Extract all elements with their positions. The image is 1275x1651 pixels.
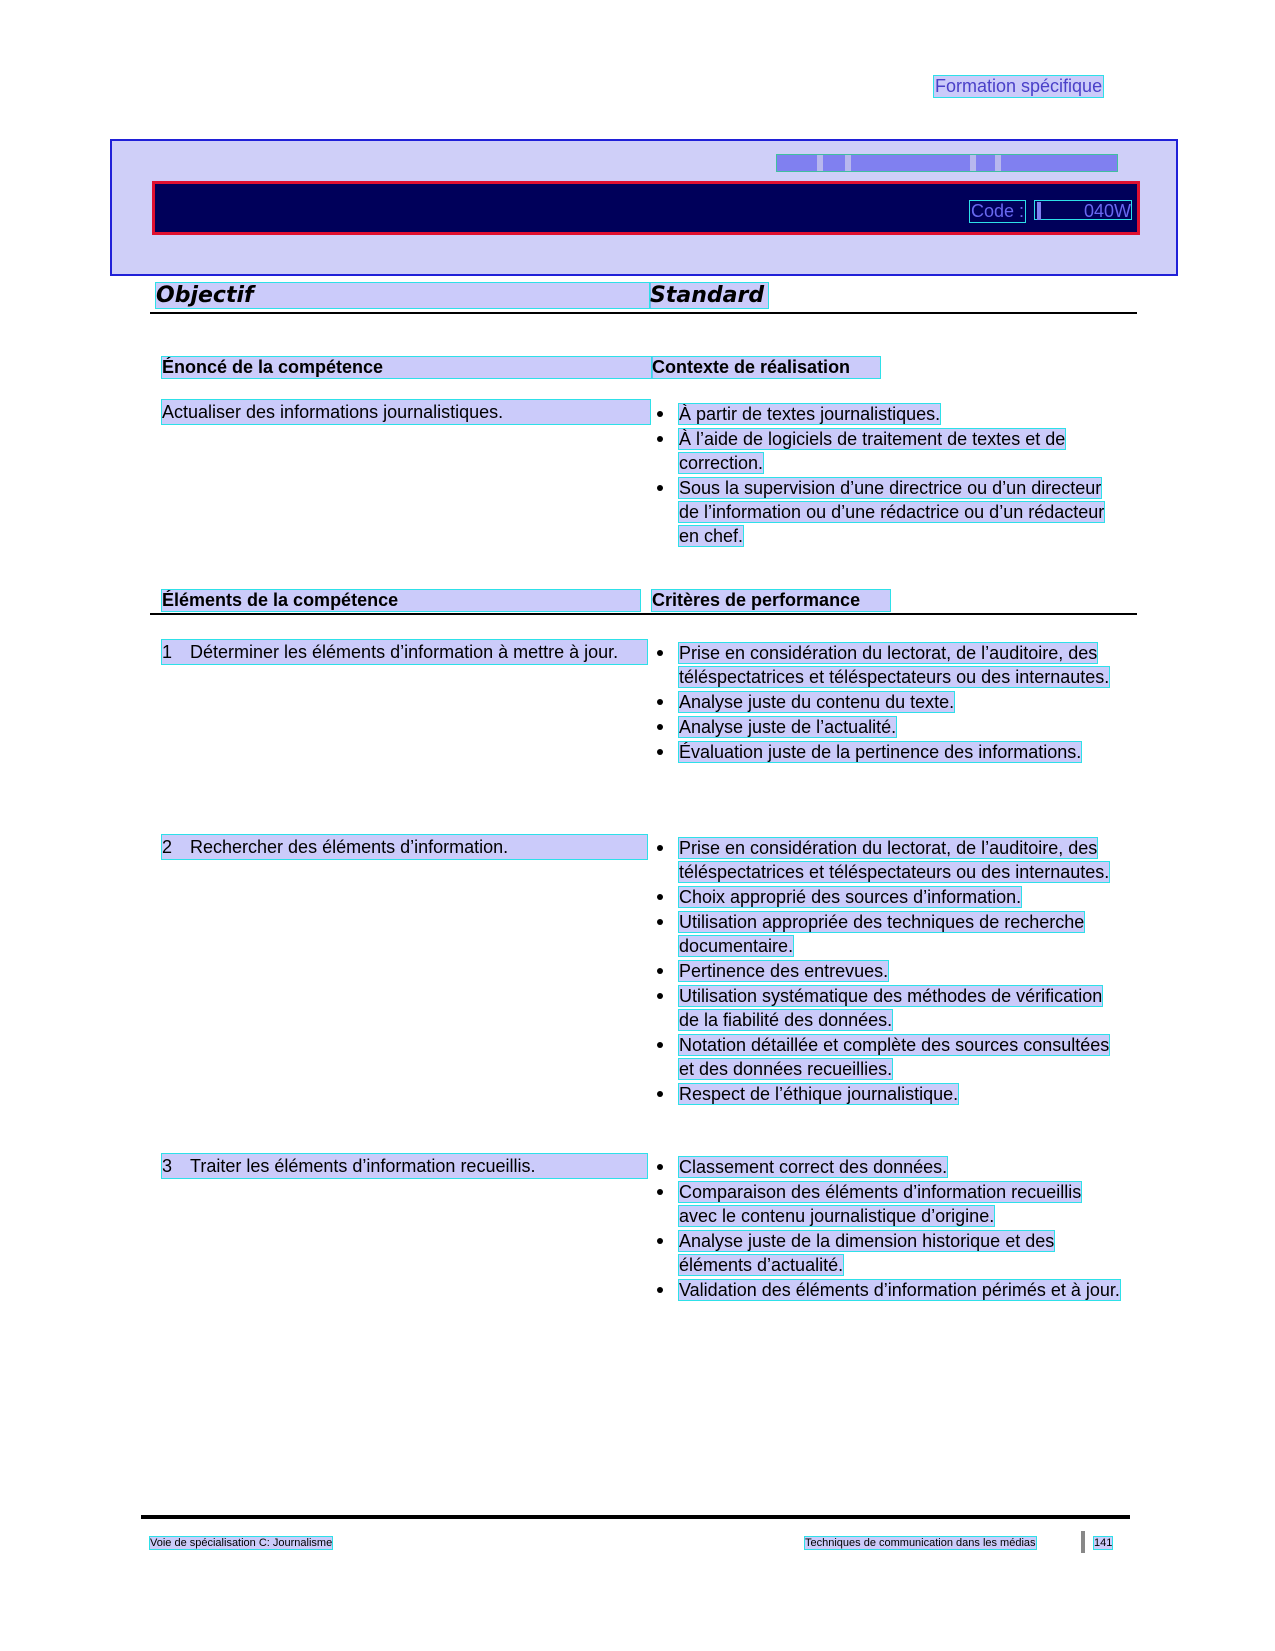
list-item: Comparaison des éléments d’information recueillis avec le contenu journalistique d’origine. bbox=[655, 1180, 1120, 1228]
list-item: Classement correct des données. bbox=[655, 1155, 1120, 1179]
list-item: Respect de l’éthique journalistique. bbox=[655, 1082, 1120, 1106]
section-rule bbox=[150, 312, 1137, 314]
list-item: Évaluation juste de la pertinence des informations. bbox=[655, 740, 1120, 764]
code-value: 040W bbox=[1083, 201, 1131, 221]
list-item: À l’aide de logiciels de traitement de textes et de correction. bbox=[655, 427, 1120, 475]
criteria-list-2 bbox=[655, 836, 1120, 1107]
list-item: Analyse juste de l’actualité. bbox=[655, 715, 1120, 739]
title-bar bbox=[152, 181, 1140, 235]
header-banner bbox=[110, 139, 1178, 276]
element-2 bbox=[162, 835, 647, 859]
heading-contexte: Contexte de réalisation bbox=[652, 357, 880, 378]
element-text: Déterminer les éléments d’information à mettre à jour. bbox=[190, 642, 619, 662]
footer-left: Voie de spécialisation C: Journalisme bbox=[150, 1537, 333, 1549]
list-item: Prise en considération du lectorat, de l’auditoire, des téléspectatrices et téléspectateurs ou des internautes. bbox=[655, 641, 1120, 689]
list-item: Prise en considération du lectorat, de l’auditoire, des téléspectatrices et téléspectateurs ou des internautes. bbox=[655, 836, 1120, 884]
code-separator bbox=[1037, 202, 1041, 220]
footer-rule bbox=[141, 1515, 1130, 1519]
list-item: Notation détaillée et complète des sources consultées et des données recueillies. bbox=[655, 1033, 1120, 1081]
heading-objectif: Objectif bbox=[156, 283, 650, 308]
list-item: Analyse juste de la dimension historique et des éléments d’actualité. bbox=[655, 1229, 1120, 1277]
enonce-text: Actualiser des informations journalistiques. bbox=[162, 400, 650, 424]
element-number: 1 bbox=[162, 642, 173, 662]
list-item: À partir de textes journalistiques. bbox=[655, 402, 1120, 426]
section-rule bbox=[150, 613, 1137, 615]
heading-standard: Standard bbox=[650, 283, 768, 308]
criteria-list-3 bbox=[655, 1155, 1120, 1303]
element-1 bbox=[162, 640, 647, 664]
list-item: Pertinence des entrevues. bbox=[655, 959, 1120, 983]
list-item: Sous la supervision d’une directrice ou d’un directeur de l’information ou d’une rédactrice ou d’un rédacteur en chef. bbox=[655, 476, 1120, 548]
section-label: Formation spécifique bbox=[935, 76, 1103, 96]
list-item: Utilisation systématique des méthodes de vérification de la fiabilité des données. bbox=[655, 984, 1120, 1032]
element-number: 2 bbox=[162, 837, 173, 857]
list-item: Validation des éléments d’information périmés et à jour. bbox=[655, 1278, 1120, 1302]
criteria-list-1 bbox=[655, 641, 1120, 765]
heading-elements: Éléments de la compétence bbox=[162, 590, 640, 611]
heading-criteres: Critères de performance bbox=[652, 590, 890, 611]
code-label: Code : bbox=[970, 201, 1024, 221]
heading-enonce: Énoncé de la compétence bbox=[162, 357, 652, 378]
decorative-strip bbox=[777, 155, 1117, 171]
list-item: Choix approprié des sources d’information. bbox=[655, 885, 1120, 909]
page-number: 141 bbox=[1094, 1537, 1113, 1549]
element-text: Traiter les éléments d’information recueillis. bbox=[190, 1156, 536, 1176]
list-item: Utilisation appropriée des techniques de recherche documentaire. bbox=[655, 910, 1120, 958]
element-3 bbox=[162, 1154, 647, 1178]
footer-separator bbox=[1081, 1531, 1085, 1553]
contexte-list bbox=[655, 402, 1120, 549]
element-text: Rechercher des éléments d’information. bbox=[190, 837, 509, 857]
footer-right: Techniques de communication dans les médias bbox=[805, 1537, 1036, 1549]
list-item: Analyse juste du contenu du texte. bbox=[655, 690, 1120, 714]
element-number: 3 bbox=[162, 1156, 173, 1176]
